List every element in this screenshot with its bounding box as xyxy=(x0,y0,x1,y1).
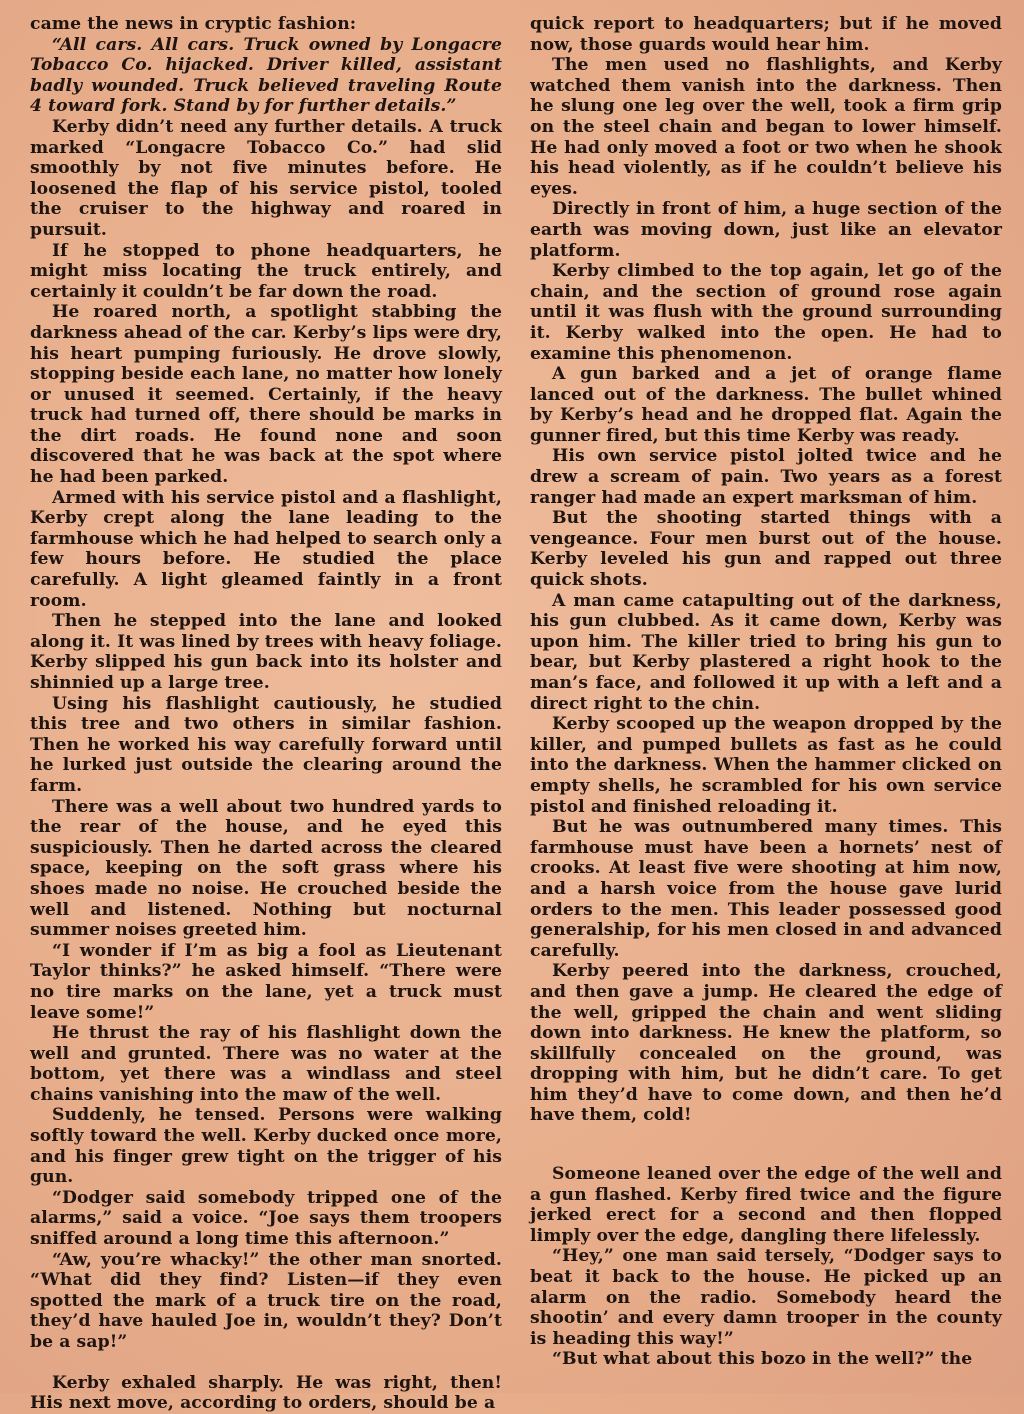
paragraph: He thrust the ray of his flashlight down the well and grunted. There was no water at the bottom, yet there was a windlass and steel chains vanishing into the maw of the well. xyxy=(30,1023,502,1105)
paragraph: His own service pistol jolted twice and he drew a scream of pain. Two years as a forest ranger had made an expert marksman of him. xyxy=(530,446,1002,508)
paragraph: But the shooting started things with a vengeance. Four men burst out of the house. Kerby leveled his gun and rapped out three quick shots. xyxy=(530,508,1002,591)
paragraph: Using his flashlight cautiously, he studied this tree and two others in similar fashion. Then he worked his way carefully forward until he lurked just outside the clearing around the farm. xyxy=(30,693,502,796)
paragraph: “I wonder if I’m as big a fool as Lieutenant Taylor thinks?” he asked himself. “There were no tire marks on the lane, yet a truck must leave some!” xyxy=(30,940,502,1023)
paragraph: There was a well about two hundred yards to the rear of the house, and he eyed this suspiciously. Then he darted across the cleared space, keeping on the soft grass where his shoes made no noise. He crouched beside the well and listened. Nothing but nocturnal summer noises greeted him. xyxy=(30,796,502,941)
paragraph: Someone leaned over the edge of the well and a gun flashed. Kerby fired twice and the figure jerked erect for a second and then flopped limply over the edge, dangling there lifelessly. xyxy=(530,1164,1002,1246)
paragraph: The men used no flashlights, and Kerby watched them vanish into the darkness. Then he slung one leg over the well, took a firm grip on the steel chain and began to lower himself. He had only moved a foot or two when he shook his head violently, as if he couldn’t believe his eyes. xyxy=(530,55,1002,199)
paragraph: quick report to headquarters; but if he moved now, those guards would hear him. xyxy=(530,14,1002,55)
paragraph: If he stopped to phone headquarters, he might miss locating the truck entirely, and certainly it couldn’t be far down the road. xyxy=(30,240,502,302)
paragraph: Directly in front of him, a huge section of the earth was moving down, just like an elevator platform. xyxy=(530,199,1002,261)
paragraph: A gun barked and a jet of orange flame lanced out of the darkness. The bullet whined by Kerby’s head and he dropped flat. Again the gunner fired, but this time Kerby was ready. xyxy=(530,364,1002,446)
paragraph: Suddenly, he tensed. Persons were walking softly toward the well. Kerby ducked once more, and his finger grew tight on the trigger of his gun. xyxy=(30,1105,502,1188)
paragraph: Then he stepped into the lane and looked along it. It was lined by trees with heavy foliage. Kerby slipped his gun back into its holster and shinnied up a large tree. xyxy=(30,611,502,693)
paragraph: A man came catapulting out of the darkness, his gun clubbed. As it came down, Kerby was upon him. The killer tried to bring his gun to bear, but Kerby plastered a right hook to the man’s face, and followed it up with a left and a direct right to the chin. xyxy=(530,590,1002,714)
paragraph: He roared north, a spotlight stabbing the darkness ahead of the car. Kerby’s lips were dry, his heart pumping furiously. He drove slowly, stopping beside each lane, no matter how lonely or unused it seemed. Certainly, if the heavy truck had turned off, there should be marks in the dirt roads. He found none and soon discovered that he was back at the spot where he had been parked. xyxy=(30,302,502,488)
paragraph: “But what about this bozo in the well?” the xyxy=(552,1349,973,1370)
left-column xyxy=(30,14,502,1414)
paragraph: Kerby exhaled sharply. He was right, then! His next move, according to orders, should be a xyxy=(30,1372,502,1414)
right-column xyxy=(530,14,1002,1370)
paragraph: came the news in cryptic fashion: xyxy=(30,14,357,34)
paragraph: But he was outnumbered many times. This farmhouse must have been a hornets’ nest of crooks. At least five were shooting at him now, and a harsh voice from the house gave lurid orders to the men. This leader possessed good generalship, for his men closed in and advanced carefully. xyxy=(530,817,1002,961)
paragraph: “Dodger said somebody tripped one of the alarms,” said a voice. “Joe says them troopers sniffed around a long time this afternoon.” xyxy=(30,1187,502,1250)
paragraph: Armed with his service pistol and a flashlight, Kerby crept along the lane leading to the farmhouse which he had helped to search only a few hours before. He studied the place carefully. A light gleamed faintly in a front room. xyxy=(30,487,502,611)
paragraph: “All cars. All cars. Truck owned by Longacre Tobacco Co. hijacked. Driver killed, assistant badly wounded. Truck believed traveling Route 4 toward fork. Stand by for further details.” xyxy=(30,34,502,117)
paragraph: Kerby peered into the darkness, crouched, and then gave a jump. He cleared the edge of the well, gripped the chain and went sliding down into darkness. He knew the platform, so skillfully concealed on the ground, was dropping with him, but he didn’t care. To get him they’d have to come down, and then he’d have them, cold! xyxy=(530,961,1002,1126)
paragraph: Kerby scooped up the weapon dropped by the killer, and pumped bullets as fast as he could into the darkness. When the hammer clicked on empty shells, he scrambled for his own service pistol and finished reloading it. xyxy=(530,714,1002,817)
paragraph: “Hey,” one man said tersely, “Dodger says to beat it back to the house. He picked up an alarm on the radio. Somebody heard the shootin’ and every damn trooper in the county is heading this way!” xyxy=(530,1246,1002,1349)
paragraph: Kerby climbed to the top again, let go of the chain, and the section of ground rose again until it was flush with the ground surrounding it. Kerby walked into the open. He had to examine this phenomenon. xyxy=(530,261,1002,364)
paragraph: Kerby didn’t need any further details. A truck marked “Longacre Tobacco Co.” had slid smoothly by not five minutes before. He loosened the flap of his service pistol, tooled the cruiser to the highway and roared in pursuit. xyxy=(30,116,502,240)
paragraph: “Aw, you’re whacky!” the other man snorted. “What did they find? Listen—if they even spotted the mark of a truck tire on the road, they’d have hauled Joe in, wouldn’t they? Don’t be a sap!” xyxy=(30,1249,502,1352)
